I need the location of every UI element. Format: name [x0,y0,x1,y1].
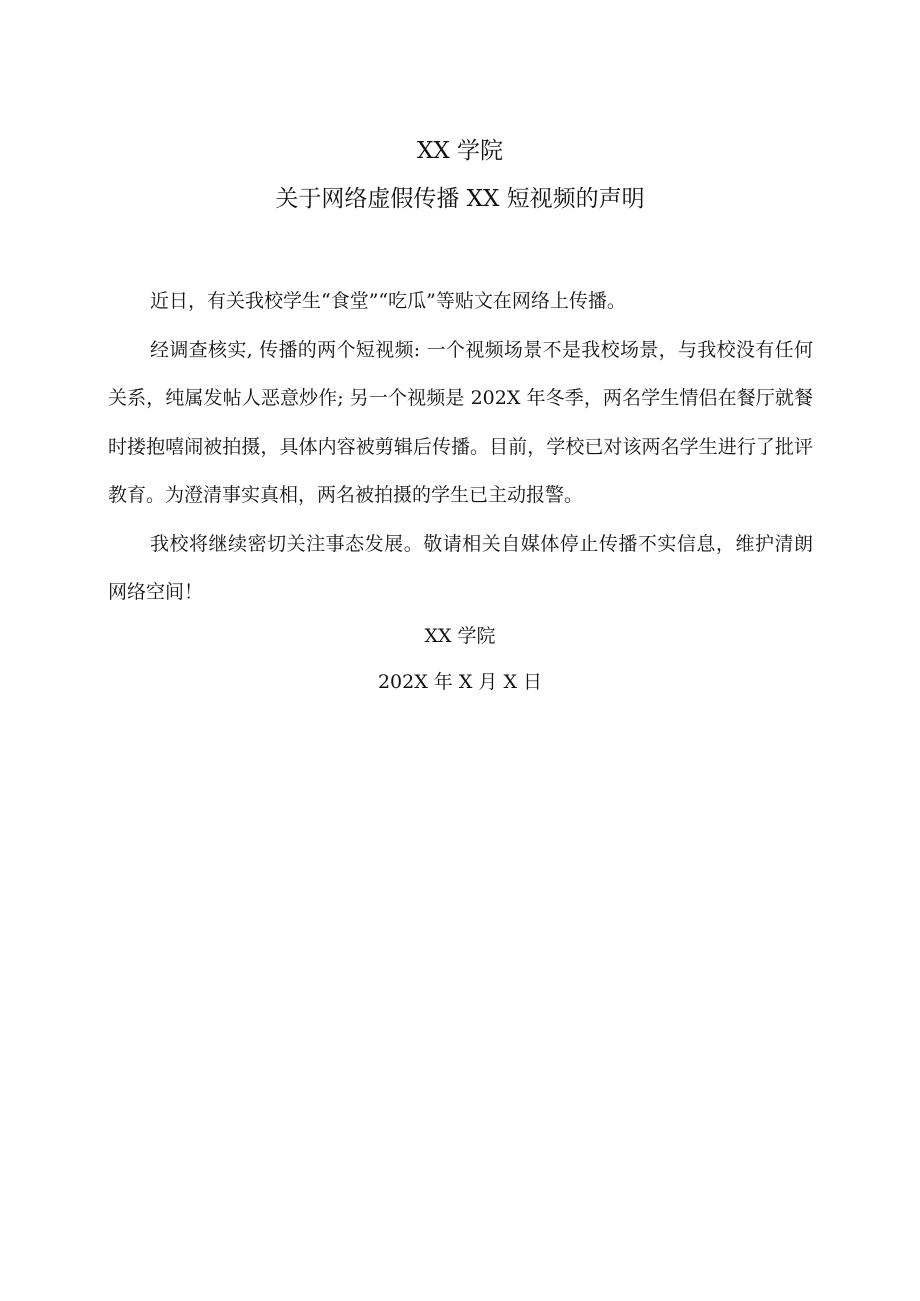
signature-date: 202X 年 X 月 X 日 [377,671,543,693]
document-body [108,277,813,617]
document-title-org: XX 学院 [416,138,504,164]
paragraph-1: 近日，有关我校学生“食堂”“吃瓜”等贴文在网络上传播。 [150,290,626,312]
document-title: 关于网络虚假传播 XX 短视频的声明 [275,186,645,212]
paragraph-3: 我校将继续密切关注事态发展。敬请相关自媒体停止传播不实信息，维护清朗网络空间！ [108,532,813,603]
paragraph-2: 经调查核实, 传播的两个短视频: 一个视频场景不是我校场景，与我校没有任何关系，纯属发帖人恶意炒作; 另一个视频是 202X 年冬季，两名学生情侣在餐厅就餐时搂抱嘻闹被拍摄，具体内容被剪辑后传播。目前，学校已对该两名学生进行了批评教育。为澄清事实真相，两名被拍摄的学生已主动报警。 [108,338,813,506]
signature-org: XX 学院 [424,625,496,647]
